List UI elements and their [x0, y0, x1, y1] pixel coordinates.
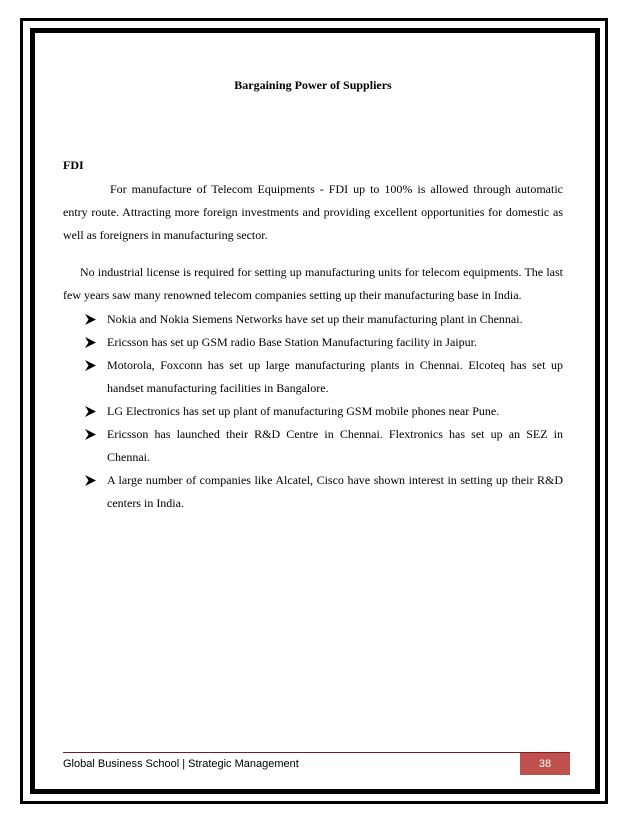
arrow-bullet-icon [85, 423, 99, 446]
page-number: 38 [520, 753, 570, 775]
arrow-bullet-icon [85, 331, 99, 354]
list-item-text: Ericsson has launched their R&D Centre in Chennai. Flextronics has set up an SEZ in Chennai. [107, 427, 563, 464]
list-item-text: Nokia and Nokia Siemens Networks have set up their manufacturing plant in Chennai. [107, 312, 523, 326]
page-footer [63, 752, 570, 775]
bullet-list [63, 308, 563, 515]
list-item-text: Motorola, Foxconn has set up large manufacturing plants in Chennai. Elcoteq has set up handset manufacturing facilities in Bangalore. [107, 358, 563, 395]
page-title: Bargaining Power of Suppliers [234, 78, 392, 92]
list-item-text: Ericsson has set up GSM radio Base Station Manufacturing facility in Jaipur. [107, 335, 477, 349]
list-item-text: A large number of companies like Alcatel, Cisco have shown interest in setting up their R&D centers in India. [107, 473, 563, 510]
list-item [63, 423, 563, 469]
list-item [63, 354, 563, 400]
list-item-text: LG Electronics has set up plant of manufacturing GSM mobile phones near Pune. [107, 404, 500, 418]
page-content [63, 78, 563, 515]
list-item [63, 400, 563, 423]
arrow-bullet-icon [85, 400, 99, 423]
arrow-bullet-icon [85, 469, 99, 492]
list-item [63, 331, 563, 354]
arrow-bullet-icon [85, 308, 99, 331]
footer-text: Global Business School | Strategic Management [63, 758, 299, 770]
list-item [63, 469, 563, 515]
arrow-bullet-icon [85, 354, 99, 377]
paragraph: No industrial license is required for setting up manufacturing units for telecom equipments. The last few years saw many renowned telecom companies setting up their manufacturing base in India. [63, 265, 563, 302]
list-item [63, 308, 563, 331]
section-heading: FDI [63, 158, 84, 172]
paragraph: For manufacture of Telecom Equipments - FDI up to 100% is allowed through automatic entry route. Attracting more foreign investments and providing excellent opportunities for domestic as well as foreigners in manufacturing sector. [63, 182, 563, 242]
